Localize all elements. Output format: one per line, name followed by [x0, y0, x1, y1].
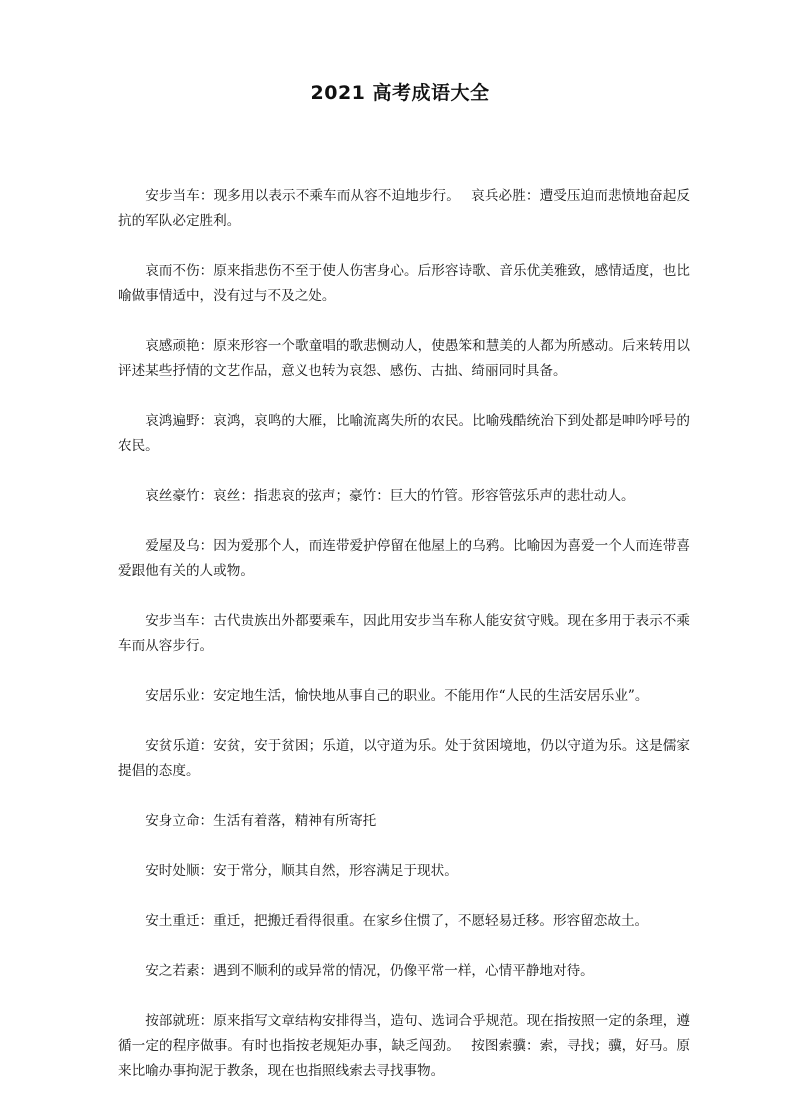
idiom-paragraph: 爱屋及乌：因为爱那个人，而连带爱护停留在他屋上的乌鸦。比喻因为喜爱一个人而连带喜爱跟他有关的人或物。	[118, 538, 690, 579]
idiom-paragraph: 安身立命：生活有着落，精神有所寄托	[145, 813, 377, 829]
document-title: 2021 高考成语大全	[310, 82, 490, 104]
document-body	[118, 184, 690, 1109]
idiom-paragraph: 安居乐业：安定地生活，愉快地从事自己的职业。不能用作“人民的生活安居乐业”。	[145, 688, 649, 704]
idiom-paragraph: 哀丝豪竹：哀丝：指悲哀的弦声；豪竹：巨大的竹管。形容管弦乐声的悲壮动人。	[145, 488, 635, 504]
idiom-paragraph: 安土重迁：重迁，把搬迁看得很重。在家乡住惯了，不愿轻易迁移。形容留恋故土。	[145, 913, 649, 929]
idiom-paragraph: 安贫乐道：安贫，安于贫困；乐道，以守道为乐。处于贫困境地，仍以守道为乐。这是儒家提倡的态度。	[118, 738, 690, 779]
idiom-paragraph: 按部就班：原来指写文章结构安排得当，造句、选词合乎规范。现在指按照一定的条理，遵循一定的程序做事。有时也指按老规矩办事，缺乏闯劲。 按图索骥：索，寻找；骥，好马。原来比喻办事拘泥于教条，现在也指照线索去寻找事物。	[118, 1013, 690, 1079]
idiom-paragraph: 安之若素：遇到不顺利的或异常的情况，仍像平常一样，心情平静地对待。	[145, 963, 594, 979]
idiom-paragraph: 安步当车：古代贵族出外都要乘车，因此用安步当车称人能安贫守贱。现在多用于表示不乘车而从容步行。	[118, 613, 690, 654]
idiom-paragraph: 安时处顺：安于常分，顺其自然，形容满足于现状。	[145, 863, 458, 879]
idiom-paragraph: 哀鸿遍野：哀鸿，哀鸣的大雁，比喻流离失所的农民。比喻残酷统治下到处都是呻吟呼号的农民。	[118, 413, 690, 454]
idiom-paragraph: 哀感顽艳：原来形容一个歌童唱的歌悲恻动人，使愚笨和慧美的人都为所感动。后来转用以评述某些抒情的文艺作品，意义也转为哀怨、感伤、古拙、绮丽同时具备。	[118, 338, 690, 379]
idiom-paragraph: 安步当车：现多用以表示不乘车而从容不迫地步行。 哀兵必胜：遭受压迫而悲愤地奋起反抗的军队必定胜利。	[118, 188, 690, 229]
idiom-paragraph: 哀而不伤：原来指悲伤不至于使人伤害身心。后形容诗歌、音乐优美雅致，感情适度，也比喻做事情适中，没有过与不及之处。	[118, 263, 690, 304]
